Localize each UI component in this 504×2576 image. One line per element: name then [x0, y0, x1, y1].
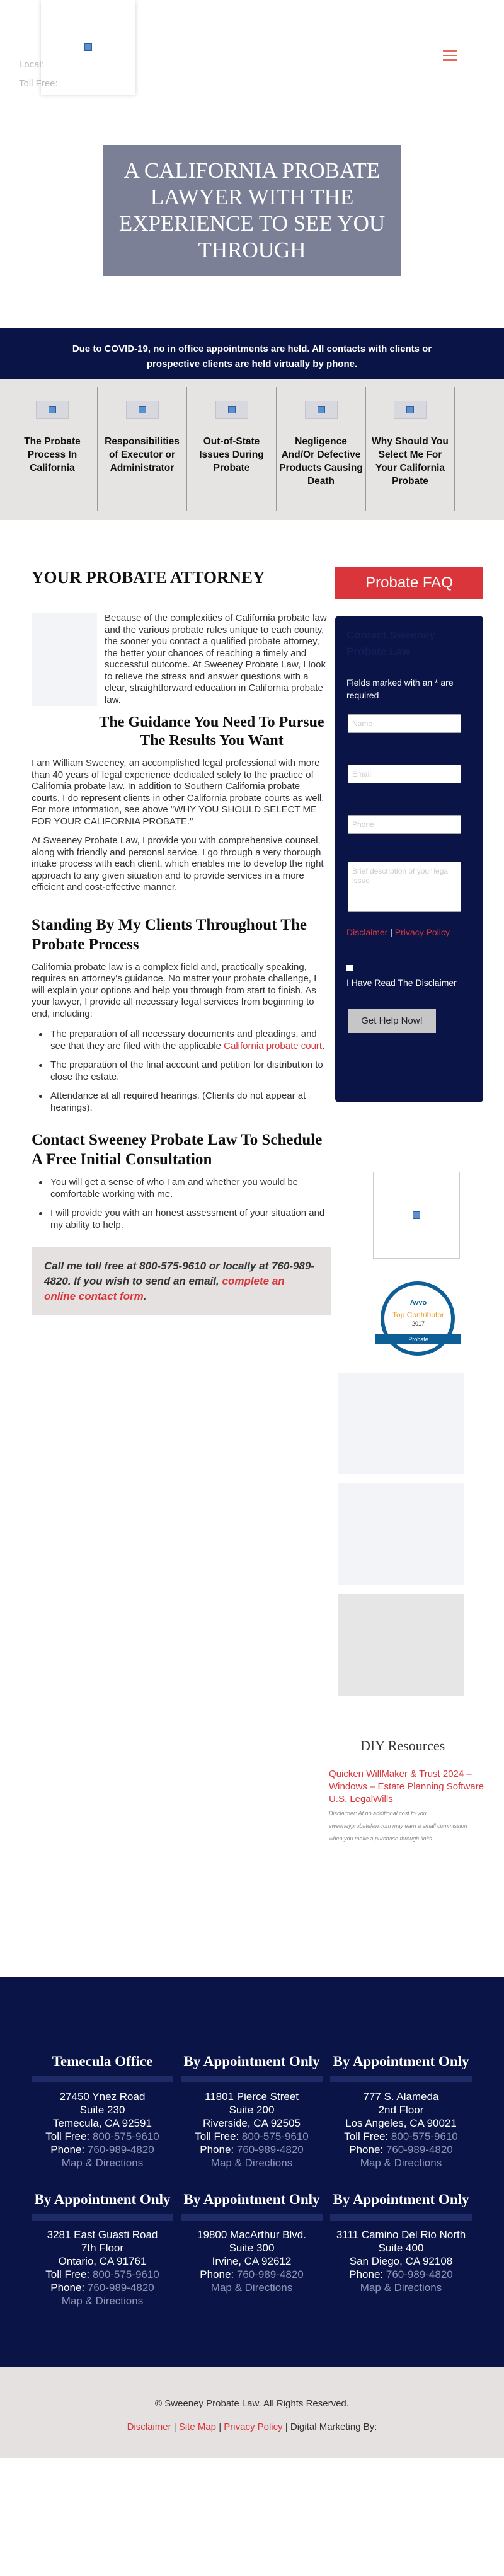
practice-nav: [0, 379, 504, 520]
service-paragraph: At Sweeney Probate Law, I provide you with comprehensive counsel, along with friendly and personal service. I go through a very thorough intake process with each client, which enables me to develop the right approach to any given situation and to provide services in a more efficient and cost-effective manner.: [32, 835, 324, 892]
office-riverside: By Appointment Only 11801 Pierce Street Suite 200 Riverside, CA 92505 Toll Free: 800-575-9610 Phone: 760-989-4820 Map & Directions: [181, 2052, 323, 2169]
nav-item-label: The Probate Process In California: [24, 436, 81, 473]
nav-item-out-of-state[interactable]: [186, 387, 276, 511]
diy-heading: DIY Resources: [360, 1738, 445, 1753]
disclaimer-checkbox-row: [346, 960, 472, 990]
nav-thumbnail-icon: [126, 401, 159, 419]
list-item: I will provide you with an honest assessment of your situation and my ability to help.: [32, 1208, 329, 1231]
nav-item-executor[interactable]: [97, 387, 186, 511]
office-title: By Appointment Only: [333, 2192, 469, 2207]
intro-text: Because of the complexities of California probate law and the various probate rules unique to each county, the sooner you contact a qualified probate attorney, the better your chances of reaching a timely and successful outcome. At Sweeney Probate Law, I look to relieve the stress and answer questions with a clear, straightforward education in California probate law.: [105, 613, 327, 705]
hero-title: A CALIFORNIA PROBATE LAWYER WITH THE EXPERIENCE TO SEE YOU THROUGH: [103, 145, 401, 276]
required-note: Fields marked with an * are required: [346, 678, 454, 700]
tollfree-link[interactable]: 800-575-9610: [391, 2130, 458, 2142]
disclaimer-link[interactable]: Disclaimer: [346, 927, 388, 937]
office-los-angeles: By Appointment Only 777 S. Alameda 2nd Floor Los Angeles, CA 90021 Toll Free: 800-575-9610 Phone: 760-989-4820 Map & Directions: [330, 2052, 472, 2169]
nav-item-probate-process[interactable]: [8, 387, 97, 511]
map-directions-link[interactable]: Map & Directions: [61, 2295, 144, 2307]
tollfree-link[interactable]: 800-575-9610: [92, 2130, 159, 2142]
logo-image-icon: [84, 43, 92, 51]
hero-section: [0, 145, 504, 328]
services-list: [32, 1029, 329, 1114]
sidebar: [329, 520, 504, 1845]
main-content: [0, 520, 504, 1845]
local-phone-label: Local:: [19, 59, 45, 70]
probate-court-link[interactable]: California probate court: [224, 1040, 323, 1051]
sidebar-logo[interactable]: [373, 1172, 460, 1259]
badge-year: 2017: [411, 1320, 425, 1327]
page-title: YOUR PROBATE ATTORNEY: [32, 568, 265, 587]
form-links: Disclaimer | Privacy Policy: [346, 927, 450, 937]
list-item: Attendance at all required hearings. (Clients do not appear at hearings).: [32, 1090, 329, 1114]
intro: [32, 613, 329, 706]
phone-link[interactable]: 760-989-4820: [236, 2144, 304, 2156]
phone-input[interactable]: Phone: [348, 815, 461, 834]
attorney-photo: [32, 613, 97, 706]
sidebar-image: [338, 1594, 464, 1696]
footer-privacy-link[interactable]: Privacy Policy: [224, 2422, 283, 2432]
copyright-bar: [0, 2367, 504, 2458]
phone-link[interactable]: 760-989-4820: [87, 2282, 154, 2294]
contact-form: [335, 616, 483, 1102]
office-title: Temecula Office: [52, 2053, 153, 2069]
standing-heading: Standing By My Clients Throughout The Probate Process: [32, 916, 307, 953]
tollfree-phone-label: Toll Free:: [19, 78, 58, 89]
bio-paragraph: I am William Sweeney, an accomplished legal professional with more than 40 years of legal experience dedicated solely to the practice of California probate law. In addition to Southern California probate courts, I do represent clients in other California probate courts as well. For more information, see above "WHY YOU SHOULD SELECT ME FOR YOUR CALIFORNIA PROBATE.": [32, 758, 324, 827]
disclaimer-checkbox[interactable]: [346, 965, 353, 971]
site-header: [0, 0, 504, 145]
nav-thumbnail-icon: [36, 401, 69, 419]
nav-item-label: Negligence And/Or Defective Products Causing Death: [279, 436, 363, 487]
tollfree-link[interactable]: 800-575-9610: [92, 2268, 159, 2280]
office-san-diego: By Appointment Only 3111 Camino Del Rio North Suite 400 San Diego, CA 92108 Phone: 760-989-4820 Map & Directions: [330, 2190, 472, 2307]
phone-link[interactable]: 760-989-4820: [386, 2268, 453, 2280]
digital-marketing-credit: Digital Marketing By:: [290, 2422, 377, 2432]
contact-form-link[interactable]: complete an online contact form: [44, 1275, 285, 1302]
us-legalwills-link[interactable]: U.S. LegalWills: [329, 1794, 393, 1805]
badge-title: Top Contributor: [392, 1310, 445, 1319]
affiliate-disclaimer: Disclaimer: At no additional cost to you, sweeneyprobatelaw.com may earn a small commission when you make a purchase through links.: [329, 1810, 467, 1842]
office-irvine: By Appointment Only 19800 MacArthur Blvd. Suite 300 Irvine, CA 92612 Phone: 760-989-4820 Map & Directions: [181, 2190, 323, 2307]
map-directions-link[interactable]: Map & Directions: [210, 2282, 293, 2294]
privacy-link[interactable]: Privacy Policy: [394, 927, 450, 937]
guidance-heading: The Guidance You Need To Pursue The Results You Want: [99, 714, 324, 749]
quicken-willmaker-link[interactable]: Quicken WillMaker & Trust 2024 – Windows – Estate Planning Software: [329, 1769, 484, 1792]
office-title: By Appointment Only: [183, 2053, 320, 2069]
phone-link[interactable]: 760-989-4820: [236, 2268, 304, 2280]
office-title: By Appointment Only: [34, 2192, 171, 2207]
nav-thumbnail-icon: [305, 401, 338, 419]
phone-link[interactable]: 760-989-4820: [87, 2144, 154, 2156]
list-item: You will get a sense of who I am and whether you would be comfortable working with me.: [32, 1177, 329, 1200]
map-directions-link[interactable]: Map & Directions: [360, 2157, 442, 2169]
office-temecula: Temecula Office 27450 Ynez Road Suite 230 Temecula, CA 92591 Toll Free: 800-575-9610 Phone: 760-989-4820 Map & Directions: [32, 2052, 173, 2169]
nav-thumbnail-icon: [215, 401, 248, 419]
checkbox-label: I Have Read The Disclaimer: [346, 978, 457, 988]
probate-faq-button[interactable]: Probate FAQ: [335, 567, 483, 599]
footer-links: Disclaimer | Site Map | Privacy Policy | Digital Marketing By:: [127, 2422, 377, 2432]
sidebar-image: [338, 1483, 464, 1585]
nav-item-why-select[interactable]: [365, 387, 455, 511]
phone-link[interactable]: 760-989-4820: [386, 2144, 453, 2156]
submit-button[interactable]: Get Help Now!: [348, 1009, 436, 1033]
message-textarea[interactable]: Brief description of your legal issue: [348, 862, 461, 912]
badge-ribbon: Probate: [375, 1334, 461, 1344]
nav-item-negligence[interactable]: [276, 387, 365, 511]
copyright-text: © Sweeney Probate Law. All Rights Reserved.: [155, 2398, 349, 2409]
article: [32, 520, 329, 1845]
nav-item-label: Why Should You Select Me For Your California Probate: [372, 436, 449, 487]
consultation-heading: Contact Sweeney Probate Law To Schedule A Free Initial Consultation: [32, 1131, 323, 1168]
avvo-badge[interactable]: [378, 1281, 459, 1351]
office-title: By Appointment Only: [333, 2053, 469, 2069]
header-contact: [19, 55, 58, 93]
list-item: The preparation of all necessary documents and pleadings, and see that they are filed with the applicable California probate court.: [32, 1029, 329, 1052]
form-heading: Contact Sweeney Probate Law: [346, 629, 435, 657]
email-input[interactable]: Email: [348, 765, 461, 783]
tollfree-link[interactable]: 800-575-9610: [241, 2130, 309, 2142]
badge-brand: Avvo: [410, 1299, 427, 1307]
office-locations: [0, 1977, 504, 2367]
diy-links: [329, 1768, 504, 1845]
footer-disclaimer-link[interactable]: Disclaimer: [127, 2422, 171, 2432]
office-ontario: By Appointment Only 3281 East Guasti Road 7th Floor Ontario, CA 91761 Toll Free: 800-575-9610 Phone: 760-989-4820 Map & Directions: [32, 2190, 173, 2307]
logo-image-icon: [413, 1211, 420, 1219]
footer-sitemap-link[interactable]: Site Map: [178, 2422, 217, 2432]
office-title: By Appointment Only: [183, 2192, 320, 2207]
covid-notice: Due to COVID-19, no in office appointments are held. All contacts with clients or prospective clients are held virtually by phone.: [0, 328, 504, 379]
list-item: The preparation of the final account and petition for distribution to close the estate.: [32, 1060, 329, 1083]
nav-thumbnail-icon: [394, 401, 427, 419]
call-to-action: Call me toll free at 800-575-9610 or locally at 760-989-4820. If you wish to send an email, complete an online contact form.: [32, 1247, 331, 1315]
nav-item-label: Out-of-State Issues During Probate: [199, 436, 264, 473]
map-directions-link[interactable]: Map & Directions: [210, 2157, 293, 2169]
standing-paragraph: California probate law is a complex field and, practically speaking, requires an attorney's guidance. No matter your probate challenge, I will explain your options and help you through from start to finish. As your lawyer, I provide all necessary legal services from beginning to end, including:: [32, 961, 317, 1019]
name-input[interactable]: Name: [348, 714, 461, 733]
menu-icon[interactable]: [443, 50, 457, 61]
nav-item-label: Responsibilities of Executor or Administrator: [105, 436, 180, 473]
map-directions-link[interactable]: Map & Directions: [61, 2157, 144, 2169]
sidebar-image: [338, 1373, 464, 1474]
map-directions-link[interactable]: Map & Directions: [360, 2282, 442, 2294]
consultation-list: [32, 1177, 329, 1231]
